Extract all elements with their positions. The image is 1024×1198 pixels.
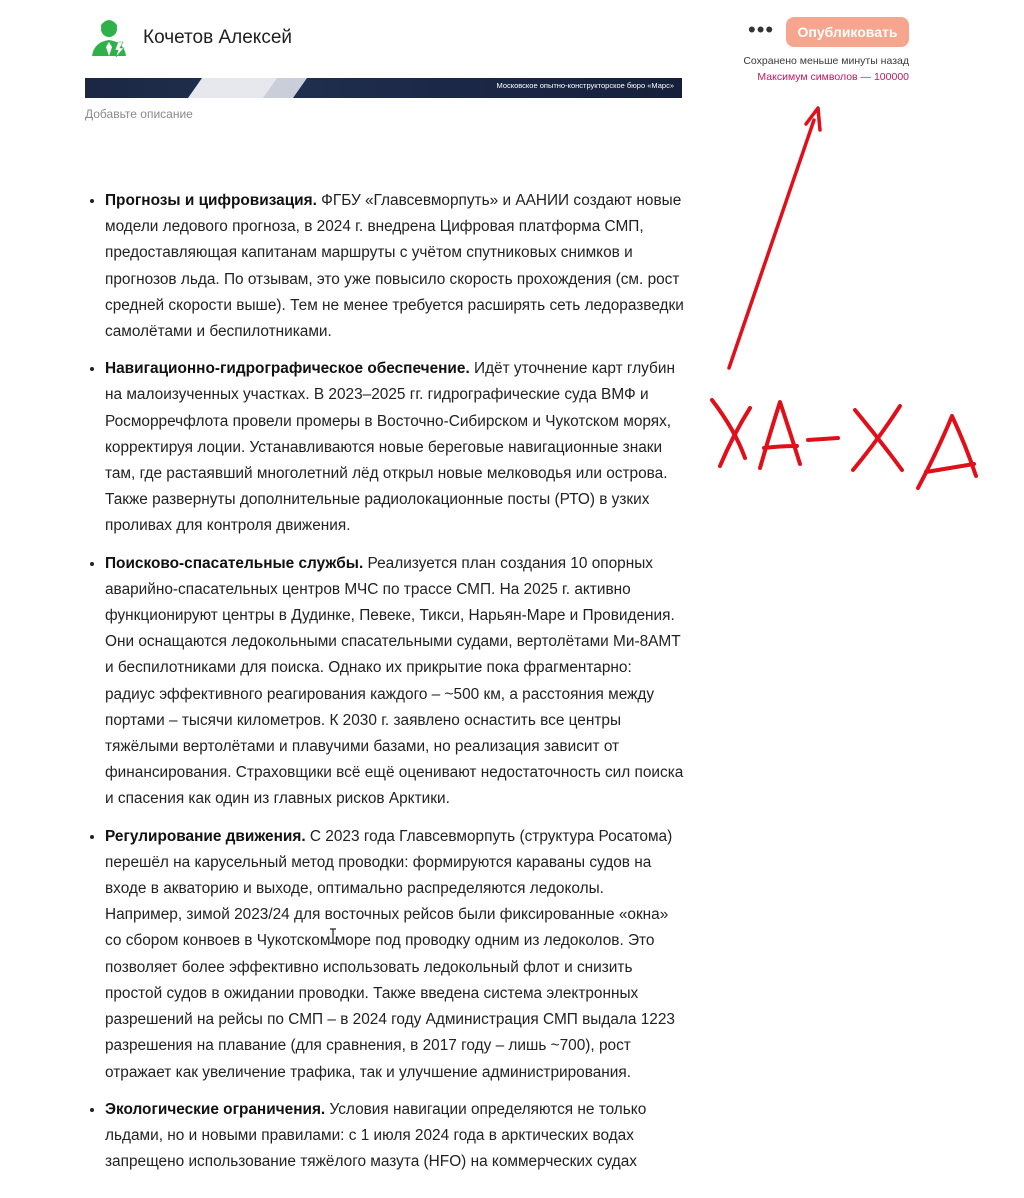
item-title: Прогнозы и цифровизация. bbox=[105, 192, 317, 209]
list-item[interactable] bbox=[105, 551, 685, 813]
item-text: Условия навигации определяются не только льдами, но и новыми правилами: с 1 июля 2024 года в арктических водах запрещено использование тяжёлого мазута (HFO) на коммерческих судах bbox=[105, 1100, 647, 1171]
saved-status: Сохранено меньше минуты назад bbox=[743, 55, 909, 67]
list-item[interactable] bbox=[105, 356, 685, 539]
article-list bbox=[85, 188, 685, 1175]
haha-handwriting bbox=[712, 400, 976, 488]
red-arrow-icon bbox=[729, 108, 820, 368]
list-item[interactable] bbox=[105, 824, 685, 1086]
item-text: Идёт уточнение карт глубин на малоизученных участках. В 2023–2025 гг. гидрографические суда ВМФ и Росморречфлота провели промеры в Восточно-Сибирском и Чукотском морях, корректируя лоции. Устанавливаются новые береговые навигационные знаки там, где растаявший многолетний лёд открыл новые мелководья или острова. Также развернуты дополнительные радиолокационные посты (РТО) в узких проливах для контроля движения. bbox=[105, 360, 675, 535]
text-cursor-icon bbox=[328, 928, 338, 944]
list-item[interactable] bbox=[105, 188, 685, 345]
item-title: Регулирование движения. bbox=[105, 827, 306, 845]
item-text: ФГБУ «Главсевморпуть» и ААНИИ создают новые модели ледового прогноза, в 2024 г. внедрена Цифровая платформа СМП, предоставляющая капитанам маршруты с учётом спутниковых снимков и прогнозов льда. По отзывам, это уже повысило скорость прохождения (см. рост средней скорости выше). Тем не менее требуется расширять сеть ледоразведки самолётами и беспилотниками. bbox=[105, 192, 684, 341]
list-item[interactable] bbox=[105, 1097, 685, 1176]
cover-caption: Московское опытно-конструкторское бюро «Марс» bbox=[496, 81, 674, 90]
author-avatar[interactable] bbox=[88, 16, 130, 58]
cover-image[interactable] bbox=[85, 78, 682, 98]
article-body[interactable] bbox=[85, 188, 685, 1186]
more-dots-icon[interactable]: ••• bbox=[748, 17, 775, 42]
item-title: Навигационно-гидрографическое обеспечение. bbox=[105, 360, 470, 378]
author-name[interactable]: Кочетов Алексей bbox=[143, 27, 293, 48]
item-title: Поисково-спасательные службы. bbox=[105, 554, 364, 572]
max-chars-limit: Максимум символов — 100000 bbox=[757, 71, 909, 83]
item-text: С 2023 года Главсевморпуть (структура Росатома) перешёл на карусельный метод проводки: формируются караваны судов на входе в акваторию и выходе, оптимально распределяются ледоколы. Например, зимой 2023/24 для восточных рейсов были фиксированные «окна» со сбором конвоев в Чукотском море под проводку одним из ледоколов. Это позволяет более эффективно использовать ледокольный флот и снизить простой судов в ожидании проводки. Также введена система электронных разрешений на рейсы по СМП – в 2024 году Администрация СМП выдала 1223 разрешения на плавание (для сравнения, в 2017 году – лишь ~700), рост отражает как увеличение трафика, так и улучшение администрирования. bbox=[105, 827, 675, 1081]
add-description-input[interactable]: Добавьте описание bbox=[85, 107, 193, 121]
item-text: Реализуется план создания 10 опорных аварийно-спасательных центров МЧС по трассе СМП. На 2025 г. активно функционируют центры в Дудинке, Певеке, Тикси, Нарьян-Маре и Провидения. Они оснащаются ледокольными спасательными судами, вертолётами Ми-8АМТ и беспилотниками для поиска. Однако их прикрытие пока фрагментарно: радиус эффективного реагирования каждого – ~500 км, а расстояния между портами – тысячи километров. К 2030 г. заявлено оснастить все центры тяжёлыми вертолётами и плавучими базами, но реализация зависит от финансирования. Страховщики всё ещё оценивают недостаточность сил поиска и спасения как один из главных рисков Арктики. bbox=[105, 554, 684, 808]
item-title: Экологические ограничения. bbox=[105, 1100, 326, 1118]
publish-button[interactable]: Опубликовать bbox=[786, 17, 909, 47]
